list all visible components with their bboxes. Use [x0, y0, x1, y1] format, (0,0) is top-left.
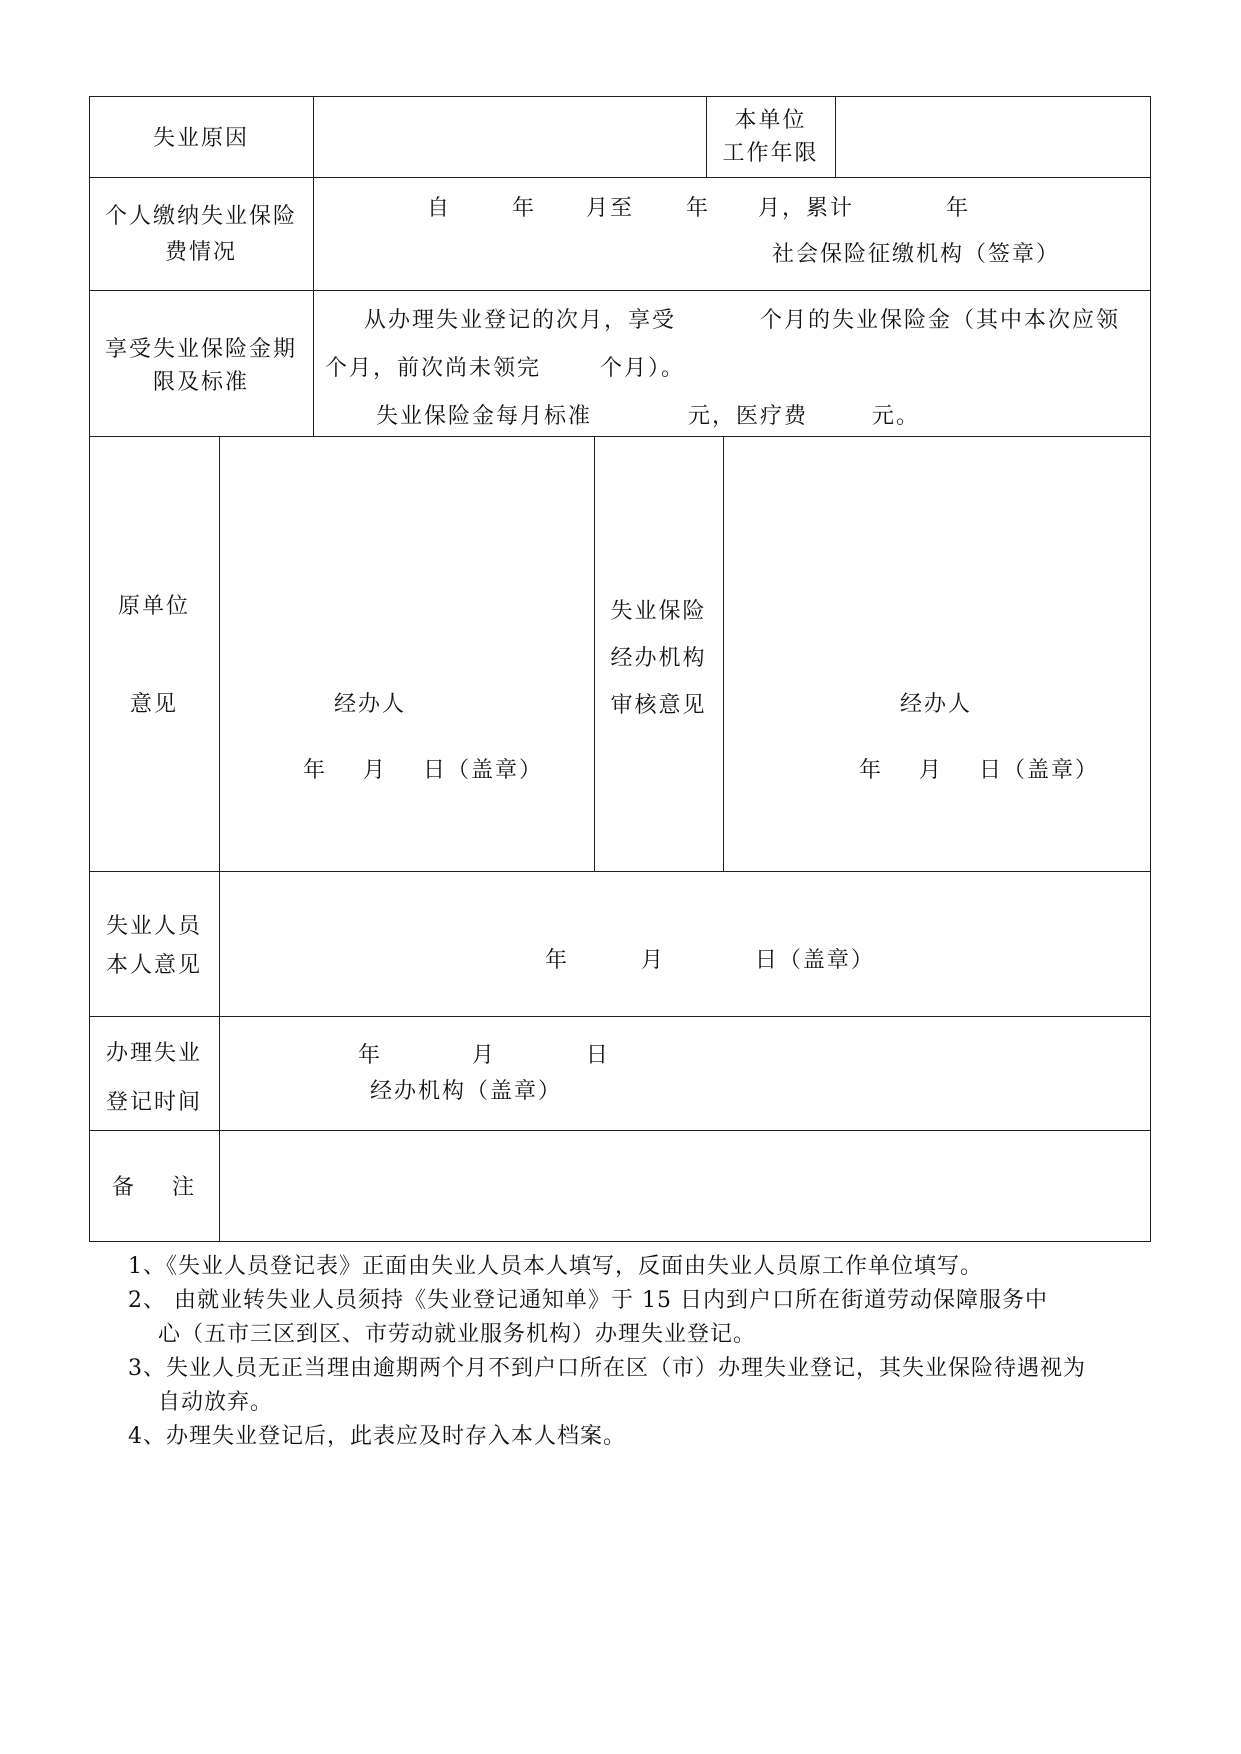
payment-year1: 年 — [512, 196, 537, 221]
benefit-line2-b: 个月）。 — [600, 356, 686, 381]
register-agency: 经办机构（盖章） — [370, 1079, 563, 1104]
work-years-field[interactable] — [838, 99, 1148, 175]
payment-month-total: 月，累计 — [758, 196, 855, 221]
benefit-line3-b: 元，医疗费 — [688, 404, 809, 429]
row-divider — [89, 871, 1151, 872]
agency-opinion-field[interactable] — [726, 439, 1148, 869]
benefit-line3-c: 元。 — [872, 404, 921, 429]
agency-label-line3: 审核意见 — [610, 693, 707, 718]
self-opinion-label-line2: 本人意见 — [105, 953, 202, 978]
register-time-label-line1: 办理失业 — [105, 1041, 202, 1066]
self-opinion-field[interactable] — [222, 874, 1148, 1014]
remark-label: 备 注 — [112, 1175, 196, 1200]
column-divider — [313, 96, 314, 436]
benefit-line3-a: 失业保险金每月标准 — [376, 404, 593, 429]
self-opinion-label-line1: 失业人员 — [105, 914, 202, 939]
note-item: 4、办理失业登记后，此表应及时存入本人档案。 — [128, 1424, 626, 1449]
payment-from: 自 — [427, 196, 452, 221]
payment-org-sign: 社会保险征缴机构（签章） — [772, 242, 1061, 267]
row-divider — [89, 436, 1151, 437]
self-opinion-date: 年 月 日（盖章） — [545, 948, 875, 973]
register-time-label-line2: 登记时间 — [105, 1090, 202, 1115]
agency-label-line1: 失业保险 — [610, 599, 707, 624]
remark-field[interactable] — [222, 1133, 1148, 1239]
orig-unit-handler: 经办人 — [334, 692, 407, 717]
orig-unit-label-line1: 原单位 — [117, 594, 190, 619]
register-date: 年 月 日 — [358, 1043, 610, 1068]
orig-unit-date: 年 月 日（盖章） — [303, 758, 543, 783]
payment-year3: 年 — [946, 196, 971, 221]
note-item: 2、 由就业转失业人员须持《失业登记通知单》于 15 日内到户口所在街道劳动保障服务中心（五市三区到区、市劳动就业服务机构）办理失业登记。 — [128, 1288, 1048, 1347]
work-years-label-line2: 工作年限 — [722, 141, 819, 166]
agency-date: 年 月 日（盖章） — [859, 758, 1099, 783]
benefit-line1-b: 个月的失业保险金（其中本次应领 — [760, 308, 1121, 333]
column-divider — [835, 96, 836, 177]
note-item: 3、失业人员无正当理由逾期两个月不到户口所在区（市）办理失业登记，其失业保险待遇视为自动放弃。 — [128, 1356, 1087, 1415]
work-years-label-line1: 本单位 — [734, 108, 807, 133]
benefit-line2-a: 个月，前次尚未领完 — [325, 356, 542, 381]
row-divider — [89, 177, 1151, 178]
row-divider — [89, 290, 1151, 291]
payment-year2: 年 — [686, 196, 711, 221]
row-divider — [89, 1130, 1151, 1131]
benefit-line1-a: 从办理失业登记的次月，享受 — [364, 308, 677, 333]
payment-month-to: 月至 — [586, 196, 635, 221]
notes-section — [128, 1250, 1128, 1454]
register-time-field[interactable] — [222, 1019, 1148, 1128]
unemployment-reason-label: 失业原因 — [152, 126, 249, 151]
agency-handler: 经办人 — [900, 692, 973, 717]
column-divider — [219, 436, 220, 1242]
column-divider — [723, 436, 724, 871]
row-divider — [89, 1016, 1151, 1017]
payment-label-line1: 个人缴纳失业保险 — [104, 204, 297, 229]
unemployment-reason-field[interactable] — [316, 99, 704, 175]
benefit-label-line1: 享受失业保险金期 — [104, 337, 297, 362]
note-item: 1、《失业人员登记表》正面由失业人员本人填写，反面由失业人员原工作单位填写。 — [128, 1254, 983, 1279]
orig-unit-opinion-field[interactable] — [222, 439, 592, 869]
payment-label-line2: 费情况 — [164, 240, 237, 265]
agency-label-line2: 经办机构 — [610, 646, 707, 671]
benefit-label-line2: 限及标准 — [152, 370, 249, 395]
orig-unit-label-line2: 意见 — [129, 692, 178, 717]
